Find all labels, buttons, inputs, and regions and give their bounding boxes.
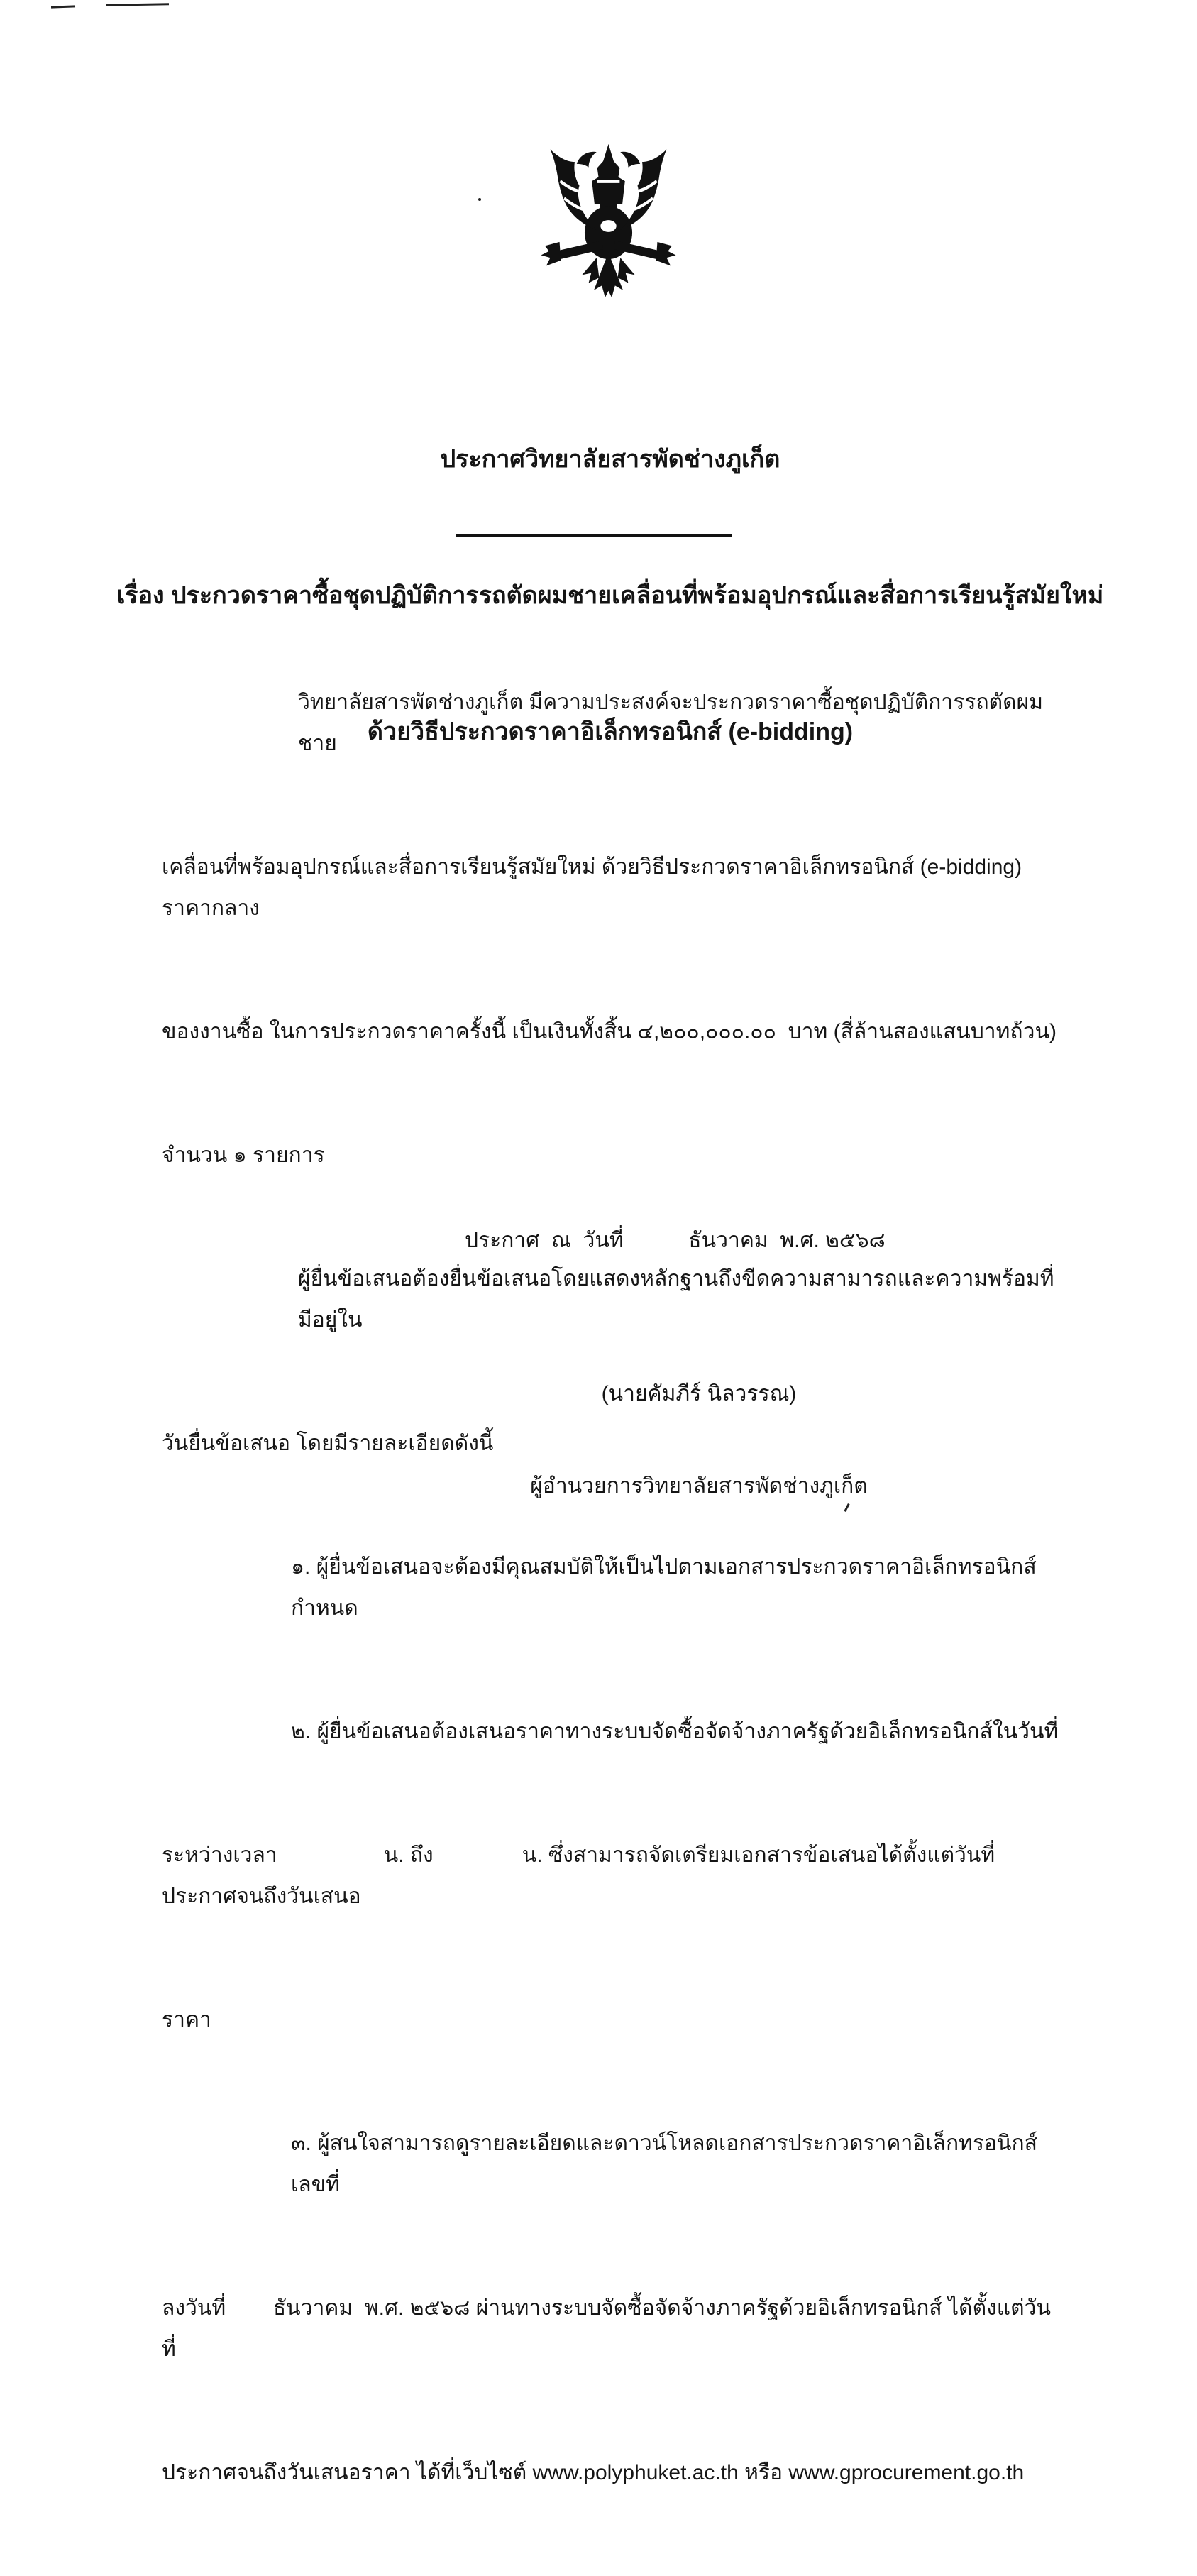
signer-name: (นายคัมภีร์ นิลวรรณ): [601, 1382, 797, 1405]
list-item-2-line3: ราคา: [162, 2008, 211, 2032]
paragraph2-line1: ผู้ยื่นข้อเสนอต้องยื่นข้อเสนอโดยแสดงหลักฐานถึงขีดความสามารถและความพร้อมที่มีอยู่ใน: [298, 1267, 1054, 1332]
list-item-1: ๑. ผู้ยื่นข้อเสนอจะต้องมีคุณสมบัติให้เป็นไปตามเอกสารประกวดราคาอิเล็กทรอนิกส์กำหนด: [291, 1555, 1037, 1620]
page-title: ประกาศวิทยาลัยสารพัดช่างภูเก็ต: [440, 446, 780, 473]
paragraph1-line2: เคลื่อนที่พร้อมอุปกรณ์และสื่อการเรียนรู้สมัยใหม่ ด้วยวิธีประกวดราคาอิเล็กทรอนิกส์ (e-bidding) ราคากลาง: [162, 855, 1028, 920]
document-body: [162, 600, 1063, 2576]
list-item-2-line1: ๒. ผู้ยื่นข้อเสนอต้องเสนอราคาทางระบบจัดซื้อจัดจ้างภาครัฐด้วยอิเล็กทรอนิกส์ในวันที่: [291, 1720, 1059, 1743]
garuda-emblem: [536, 138, 681, 303]
list-item-3-line1: ๓. ผู้สนใจสามารถดูรายละเอียดและดาวน์โหลดเอกสารประกวดราคาอิเล็กทรอนิกส์เลขที่: [291, 2132, 1038, 2196]
list-item-2-line2: ระหว่างเวลา น. ถึง น. ซึ่งสามารถจัดเตรียมเอกสารข้อเสนอได้ตั้งแต่วันที่ประกาศจนถึงวันเสนอ: [162, 1843, 995, 1908]
signature-block: [497, 1332, 901, 1549]
list-item-3-line3: ประกาศจนถึงวันเสนอราคา ได้ที่เว็บไซต์ www.polyphuket.ac.th หรือ www.gprocurement.go.th: [162, 2461, 1025, 2484]
garuda-emblem-icon: [536, 138, 681, 303]
paragraph1-line3: ของงานซื้อ ในการประกวดราคาครั้งนี้ เป็นเงินทั้งสิ้น ๔,๒๐๐,๐๐๐.๐๐ บาท (สี่ล้านสองแสนบาทถ้วน): [162, 1020, 1057, 1043]
scan-artifact-dot: [478, 198, 481, 201]
paragraph1-line1: วิทยาลัยสารพัดช่างภูเก็ต มีความประสงค์จะประกวดราคาซื้อชุดปฏิบัติการรถตัดผมชาย: [298, 691, 1043, 755]
paragraph1-line4: จำนวน ๑ รายการ: [162, 1144, 325, 1167]
signer-title: ผู้อำนวยการวิทยาลัยสารพัดช่างภูเก็ต: [530, 1474, 868, 1498]
paragraph2-line2: วันยื่นข้อเสนอ โดยมีรายละเอียดดังนี้: [162, 1432, 494, 1455]
scan-artifact-dash: [51, 5, 75, 8]
announce-date-line: ประกาศ ณ วันที่ ธันวาคม พ.ศ. ๒๕๖๘: [465, 1229, 886, 1252]
subject-line: เรื่อง ประกวดราคาซื้อชุดปฏิบัติการรถตัดผมชายเคลื่อนที่พร้อมอุปกรณ์และสื่อการเรียนรู้สมัยใหม่: [116, 582, 1104, 609]
list-item-3-line2: ลงวันที่ ธันวาคม พ.ศ. ๒๕๖๘ ผ่านทางระบบจัดซื้อจัดจ้างภาครัฐด้วยอิเล็กทรอนิกส์ ได้ตั้งแต่วันที่: [162, 2296, 1051, 2361]
title-divider-line: [456, 534, 732, 537]
method-line: ด้วยวิธีประกวดราคาอิเล็กทรอนิกส์ (e-bidding): [367, 718, 854, 745]
scan-artifact-dash: [106, 3, 169, 6]
